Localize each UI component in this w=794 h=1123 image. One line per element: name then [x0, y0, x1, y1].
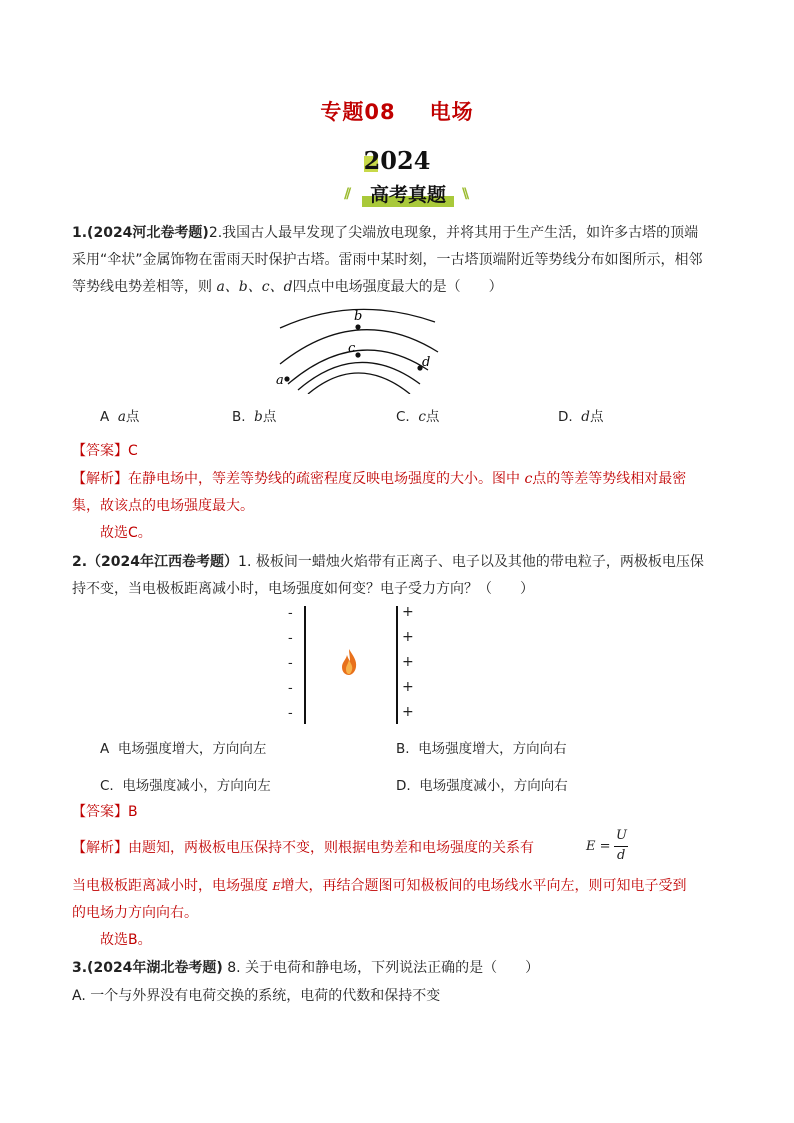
- q2-option-d[interactable]: D. 电场强度减小，方向向右: [396, 778, 568, 794]
- plus-sign: +: [402, 654, 414, 670]
- plus-sign: +: [402, 629, 414, 645]
- year-heading: 2024: [363, 146, 431, 175]
- label-b: b: [354, 309, 363, 324]
- banner-text: 高考真题: [369, 184, 446, 206]
- fraction-bar: [614, 846, 628, 847]
- q2-analysis-line2: 当电极板距离减小时，电场强度 E增大，再结合题图可知极板间的电场线水平向左，则可知电子受到: [72, 878, 687, 894]
- equipotential-line-5: [308, 373, 410, 394]
- q3-stem: 3.(2024年湖北卷考题) 8. 关于电荷和静电场，下列说法正确的是（ ）: [72, 960, 540, 976]
- formula-lhs: E =: [586, 839, 611, 854]
- q1-option-a[interactable]: A a点: [100, 409, 140, 425]
- q3-source: 3.(2024年湖北卷考题): [72, 960, 223, 976]
- formula-numerator: U: [616, 828, 627, 843]
- title-topic-number: 专题08: [320, 100, 396, 124]
- q2-analysis-line1: 【解析】由题知，两极板电压保持不变，则根据电势差和电场强度的关系有: [72, 840, 534, 856]
- equipotential-figure: [270, 302, 450, 394]
- q1-answer: 【答案】C: [72, 443, 138, 459]
- q2-answer: 【答案】B: [72, 804, 138, 820]
- formula-denominator: d: [617, 848, 626, 863]
- q1-conclusion: 故选C。: [100, 525, 152, 541]
- banner-deco-left: //: [344, 186, 349, 202]
- minus-sign: -: [288, 606, 293, 621]
- q1-stem-line1: 1.(2024河北卷考题)2.我国古人最早发现了尖端放电现象，并将其用于生产生活，如许多古塔的顶端: [72, 225, 699, 241]
- title-topic-name: 电场: [429, 100, 474, 124]
- q1-stem-line3: 等势线电势差相等，则 a、b、c、d四点中电场强度最大的是（ ）: [72, 279, 503, 295]
- negative-plate: [304, 606, 306, 724]
- point-c: [355, 352, 360, 357]
- q2-conclusion: 故选B。: [100, 932, 152, 948]
- plus-sign: +: [402, 679, 414, 695]
- minus-sign: -: [288, 631, 293, 646]
- q2-analysis-line3: 的电场力方向向右。: [72, 905, 198, 921]
- label-c: c: [348, 341, 356, 356]
- candle-flame-icon: [340, 648, 358, 676]
- q1-option-d[interactable]: D. d点: [558, 409, 604, 425]
- q1-source: 1.(2024河北卷考题): [72, 225, 209, 241]
- q2-source: 2.（2024年江西卷考题）: [72, 554, 239, 570]
- page-title: [0, 96, 794, 126]
- section-banner: [344, 180, 467, 208]
- q1-analysis-line1: 【解析】在静电场中，等差等势线的疏密程度反映电场强度的大小。图中 c点的等差等势线相对最密: [72, 471, 687, 487]
- minus-sign: -: [288, 681, 293, 696]
- q2-stem-line1: 2.（2024年江西卷考题）1. 极板间一蜡烛火焰带有正离子、电子以及其他的带电粒子，两极板电压保: [72, 554, 704, 570]
- minus-sign: -: [288, 706, 293, 721]
- q1-analysis-line2: 集，故该点的电场强度最大。: [72, 498, 254, 514]
- q3-option-a[interactable]: A. 一个与外界没有电荷交换的系统，电荷的代数和保持不变: [72, 988, 441, 1004]
- q1-option-c[interactable]: C. c点: [396, 409, 440, 425]
- q2-stem-line2: 持不变，当电极板距离减小时，电场强度如何变？电子受力方向？（ ）: [72, 581, 534, 597]
- q2-option-c[interactable]: C. 电场强度减小，方向向左: [100, 778, 271, 794]
- equipotential-line-2: [280, 330, 438, 364]
- q1-stem-line2: 采用“伞状”金属饰物在雷雨天时保护古塔。雷雨中某时刻，一古塔顶端附近等势线分布如图所示，相邻: [72, 252, 703, 268]
- banner-deco-right: \\: [462, 186, 467, 202]
- plus-sign: +: [402, 604, 414, 620]
- q1-option-b[interactable]: B. b点: [232, 409, 277, 425]
- plus-sign: +: [402, 704, 414, 720]
- positive-plate: [396, 606, 398, 724]
- equipotential-line-4: [298, 362, 420, 390]
- formula-e-equals-u-over-d: [586, 828, 636, 868]
- minus-sign: -: [288, 656, 293, 671]
- q2-option-a[interactable]: A 电场强度增大，方向向左: [100, 741, 267, 757]
- point-a: [284, 376, 289, 381]
- label-d: d: [422, 355, 431, 370]
- label-a: a: [276, 373, 284, 388]
- q2-option-b[interactable]: B. 电场强度增大，方向向右: [396, 741, 567, 757]
- capacitor-figure: [284, 604, 424, 726]
- point-b: [355, 324, 360, 329]
